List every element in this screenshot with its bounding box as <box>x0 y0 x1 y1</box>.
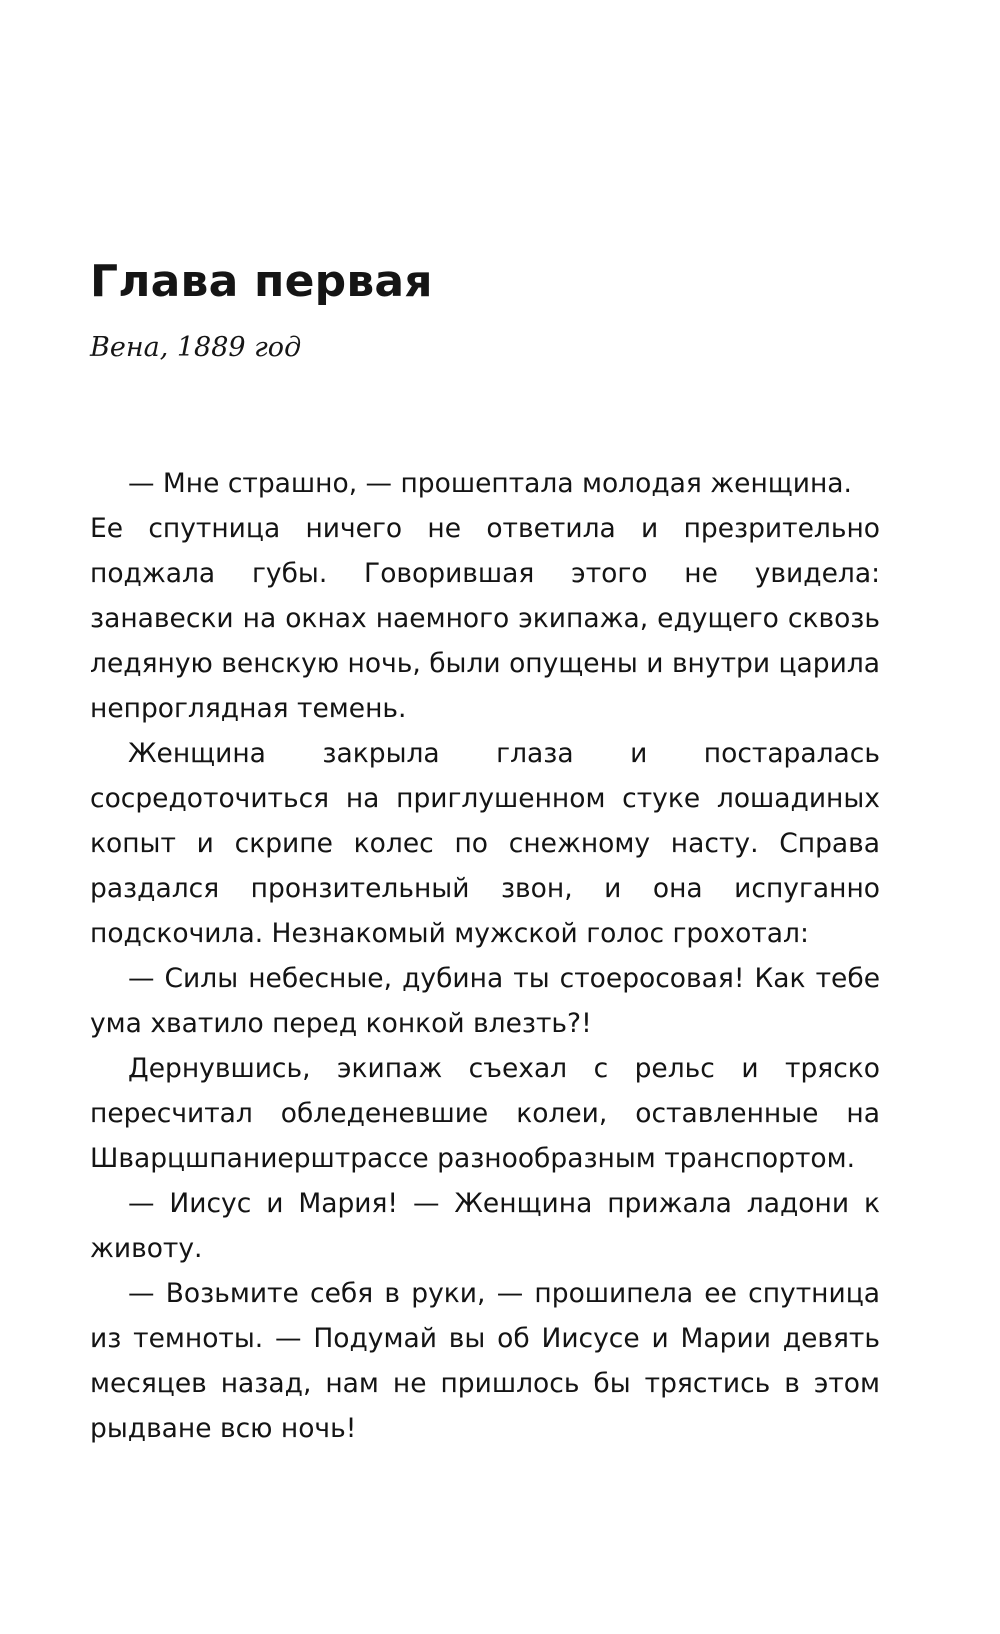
paragraph: — Возьмите себя в руки, — прошипела ее спутница из темноты. — Подумай вы об Иисусе и Марии девять месяцев назад, нам не пришлось бы трястись в этом рыдване всю ночь! <box>90 1277 880 1444</box>
paragraph: — Мне страшно, — прошептала молодая женщина. <box>128 467 852 499</box>
paragraph: Женщина закрыла глаза и постаралась сосредоточиться на приглушенном стуке лошадиных копыт и скрипе колес по снежному насту. Справа раздался пронзительный звон, и она испуганно подскочила. Незнакомый мужской голос грохотал: <box>90 737 880 949</box>
paragraph: Ее спутница ничего не ответила и презрительно поджала губы. Говорившая этого не увидела: занавески на окнах наемного экипажа, едущего сквозь ледяную венскую ночь, были опущены и внутри царила непроглядная темень. <box>90 512 880 724</box>
paragraph: — Силы небесные, дубина ты стоеросовая! Как тебе ума хватило перед конкой влезть?! <box>90 962 880 1039</box>
body-text <box>90 461 880 1451</box>
chapter-subtitle: Вена, 1889 год <box>90 332 302 364</box>
paragraph: Дернувшись, экипаж съехал с рельс и тряско пересчитал обледеневшие колеи, оставленные на Шварцшпаниерштрассе разнообразным транспортом. <box>90 1052 880 1174</box>
page-content <box>90 258 880 1451</box>
chapter-title: Глава первая <box>90 256 433 307</box>
paragraph: — Иисус и Мария! — Женщина прижала ладони к животу. <box>90 1187 880 1264</box>
